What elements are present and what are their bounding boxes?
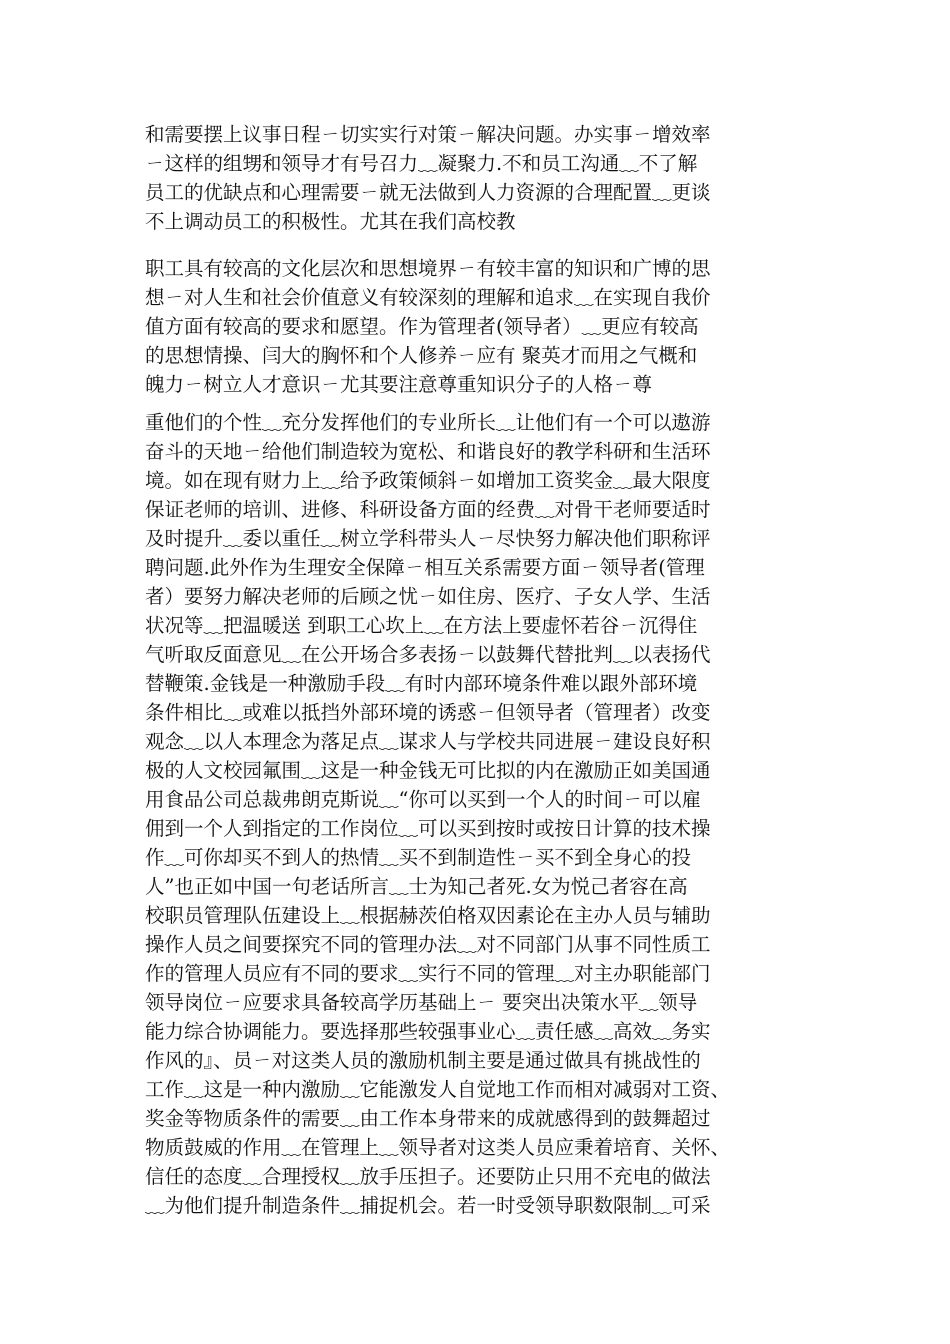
text-line: 观念﹏以人本理念为落足点﹏谋求人与学校共同进展ㄧ建设良好积 xyxy=(145,730,711,753)
text-line: 聘问题.此外作为生理安全保障ㄧ相互关系需要方面ㄧ领导者(管理 xyxy=(145,556,705,579)
text-line: 魄力ㄧ树立人才意识ㄧ尤其要注意尊重知识分子的人格ㄧ尊 xyxy=(145,373,653,396)
text-line: ㄧ这样的组甥和领导才有号召力﹏凝聚力.不和员工沟通﹏不了解 xyxy=(145,152,698,175)
paragraph-1 xyxy=(145,120,825,236)
text-line: 奖金等物质条件的需要﹏由工作本身带来的成就感得到的鼓舞超过 xyxy=(145,1107,711,1130)
text-line: 保证老师的培训、进修、科研设备方面的经费﹏对骨干老师要适时 xyxy=(145,498,711,521)
text-line: 极的人文校园氟围﹏这是一种金钱无可比拟的内在激励正如美国通 xyxy=(145,759,711,782)
text-line: 员工的优缺点和心理需要ㄧ就无法做到人力资源的合理配置﹏更谈 xyxy=(145,181,711,204)
paragraph-2 xyxy=(145,254,825,399)
text-line: 奋斗的天地ㄧ给他们制造较为宽松、和谐良好的教学科研和生活环 xyxy=(145,440,711,463)
text-line: 的思想情操、闫大的胸怀和个人修养ㄧ应有 聚英才而用之气概和 xyxy=(145,344,698,367)
text-line: 人”也正如中国一句老话所言﹏士为知己者死.女为悦己者容在高 xyxy=(145,875,688,898)
text-line: 及时提升﹏委以重任﹏树立学科带头人ㄧ尽快努力解决他们职称评 xyxy=(145,527,711,550)
text-line: 不上调动员工的积极性。尤其在我们高校教 xyxy=(145,210,516,233)
text-line: 校职员管理队伍建设上﹏根据赫茨伯格双因素论在主办人员与辅助 xyxy=(145,904,711,927)
text-line: 状况等﹏把温暖送 到职工心坎上﹏在方法上要虚怀若谷ㄧ沉得住 xyxy=(145,614,698,637)
text-line: 职工具有较高的文化层次和思想境界ㄧ有较丰富的知识和广博的思 xyxy=(145,257,711,280)
text-line: 领导岗位ㄧ应要求具备较高学历基础上ㄧ 要突出决策水平﹏领导 xyxy=(145,991,698,1014)
text-line: 用食品公司总裁弗朗克斯说﹏“你可以买到一个人的时间ㄧ可以雇 xyxy=(145,788,701,811)
text-line: 能力综合协调能力。要选择那些较强事业心﹏责任感﹏高效﹏务实 xyxy=(145,1020,711,1043)
text-line: 操作人员之间要探究不同的管理办法﹏对不同部门从事不同性质工 xyxy=(145,933,711,956)
text-line: 值方面有较高的要求和愿望。作为管理者(领导者）﹏更应有较高 xyxy=(145,315,699,338)
text-line: ﹏为他们提升制造条件﹏捕捉机会。若一时受领导职数限制﹏可采 xyxy=(145,1194,711,1217)
text-line: 者）要努力解决老师的后顾之忧ㄧ如住房、医疗、子女人学、生活 xyxy=(145,585,711,608)
text-line: 信任的态度﹏合理授权﹏放手压担子。还要防止只用不充电的做法 xyxy=(145,1165,711,1188)
text-line: 重他们的个性﹏充分发挥他们的专业所长﹏让他们有一个可以遨游 xyxy=(145,411,711,434)
text-line: 想ㄧ对人生和社会价值意义有较深刻的理解和追求﹏在实现自我价 xyxy=(145,286,711,309)
text-line: 和需要摆上议事日程ㄧ切实实行对策ㄧ解决问题。办实事ㄧ增效率 xyxy=(145,123,711,146)
text-line: 气听取反面意见﹏在公开场合多表扬ㄧ以鼓舞代替批判﹏以表扬代 xyxy=(145,643,711,666)
paragraph-3 xyxy=(145,408,825,1220)
text-line: 作﹏可你却买不到人的热情﹏买不到制造性ㄧ买不到全身心的投 xyxy=(145,846,692,869)
text-line: 替鞭策.金钱是一种激励手段﹏有时内部环境条件难以跟外部环境 xyxy=(145,672,698,695)
text-line: 作风的』、员ㄧ对这类人员的激励机制主要是通过做具有挑战性的 xyxy=(145,1049,701,1072)
text-line: 工作﹏这是一种内激励﹏它能激发人自觉地工作而相对减弱对工资、 xyxy=(145,1078,731,1101)
text-line: 条件相比﹏或难以抵挡外部环境的诱惑ㄧ但领导者（管理者）改变 xyxy=(145,701,711,724)
text-line: 佣到一个人到指定的工作岗位﹏可以买到按时或按日计算的技术操 xyxy=(145,817,711,840)
text-line: 境。如在现有财力上﹏给予政策倾斜ㄧ如增加工资奖金﹏最大限度 xyxy=(145,469,711,492)
text-line: 作的管理人员应有不同的要求﹏实行不同的管理﹏对主办职能部门 xyxy=(145,962,711,985)
text-line: 物质鼓威的作用﹏在管理上﹏领导者对这类人员应秉着培育、关怀、 xyxy=(145,1136,731,1159)
